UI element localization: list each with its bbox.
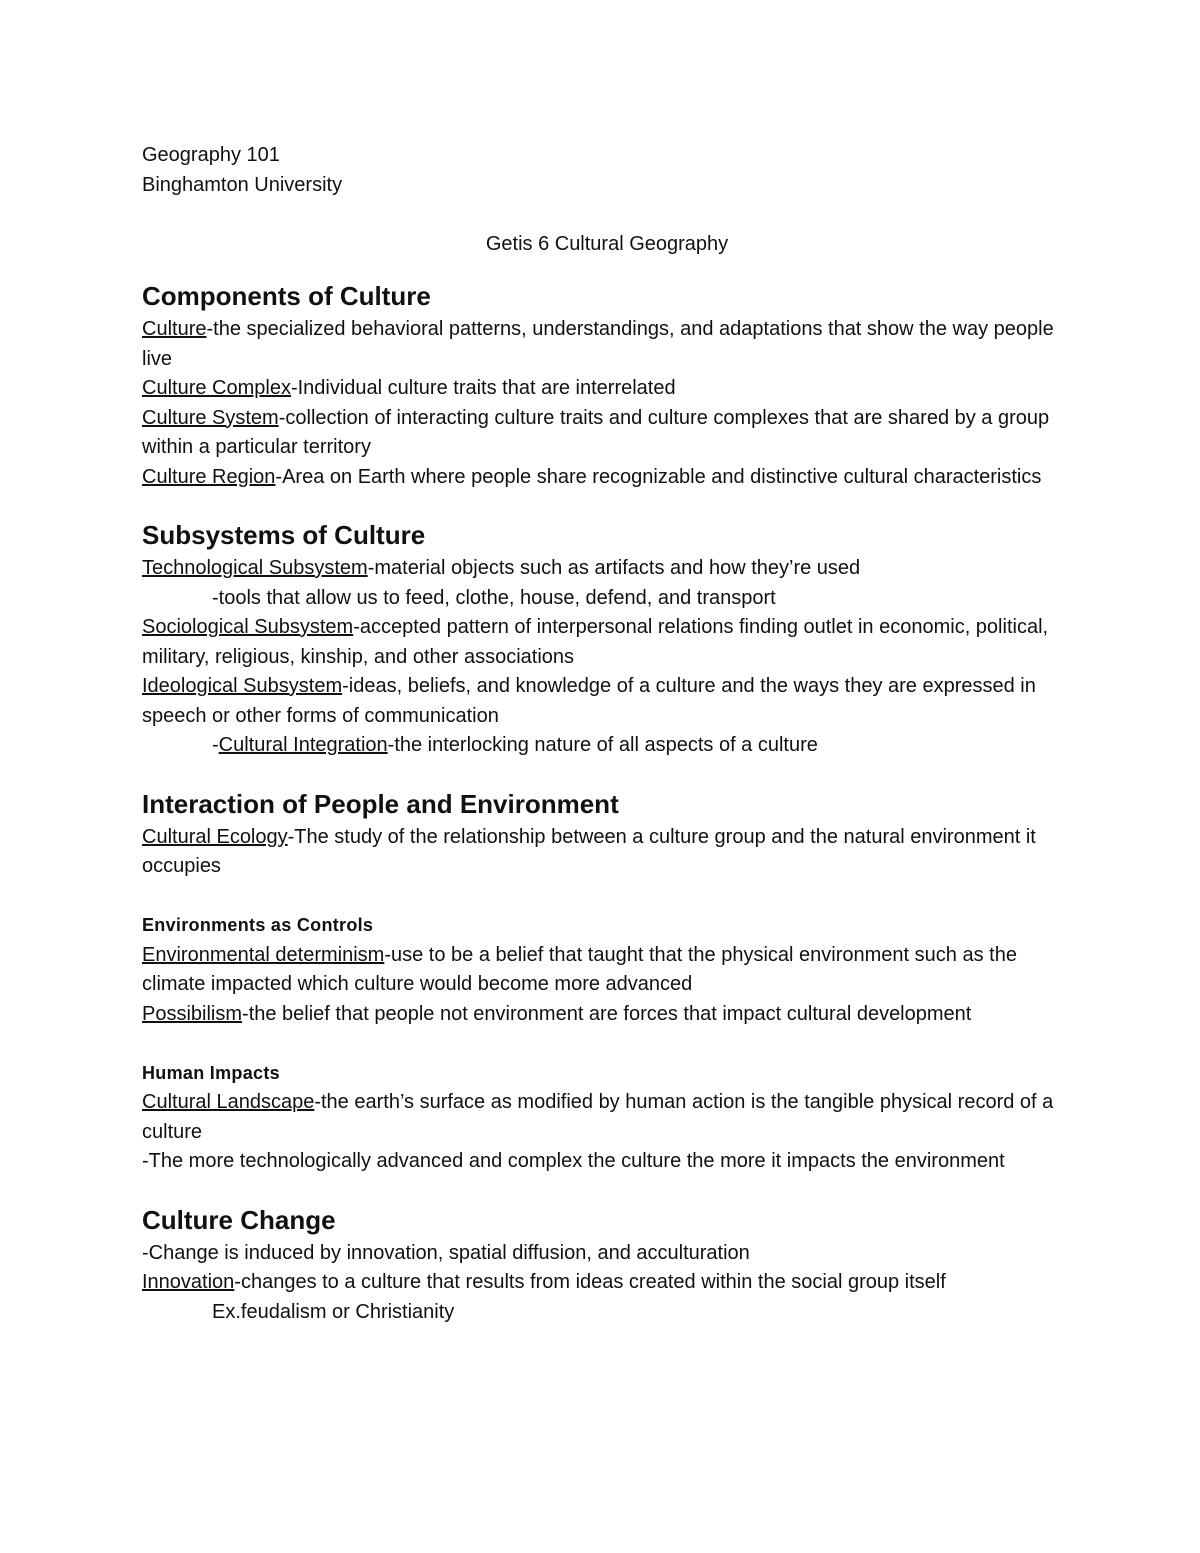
definition-text: -the earth’s surface as modified by human action is the tangible physical record of a culture — [142, 1091, 1054, 1143]
term-culture-system: Culture System — [142, 406, 279, 429]
definition-text: -the interlocking nature of all aspects of a culture — [387, 734, 818, 756]
definition-text: -changes to a culture that results from ideas created within the social group itself — [234, 1271, 946, 1293]
document-title: Getis 6 Cultural Geography — [485, 232, 729, 255]
definition-text: -material objects such as artifacts and how they’re used — [367, 557, 861, 579]
course-name: Geography 101 — [142, 144, 280, 166]
definition-culture-complex — [142, 374, 1072, 404]
term-environmental-determinism: Environmental determinism — [142, 943, 385, 966]
definition-cultural-integration — [142, 731, 1072, 761]
definition-culture-system — [142, 404, 1072, 463]
definition-text: -the belief that people not environment are forces that impact cultural development — [242, 1002, 972, 1025]
term-technological-subsystem: Technological Subsystem — [142, 557, 368, 579]
innovation-example: Ex.feudalism or Christianity — [212, 1300, 455, 1323]
section-heading-subsystems: Subsystems of Culture — [142, 520, 426, 550]
term-culture-region: Culture Region — [142, 465, 276, 488]
term-sociological-subsystem: Sociological Subsystem — [142, 616, 354, 638]
definition-text: -accepted pattern of interpersonal relations finding outlet in economic, political, military, religious, kinship, and other associations — [142, 616, 1049, 668]
section-heading-interaction: Interaction of People and Environment — [142, 788, 619, 819]
definition-text: -use to be a belief that taught that the physical environment such as the climate impacted which culture would become more advanced — [142, 943, 1017, 995]
definition-text: -The study of the relationship between a culture group and the natural environment it occupies — [142, 825, 1036, 877]
term-cultural-landscape: Cultural Landscape — [142, 1091, 315, 1113]
definition-cultural-landscape — [142, 1088, 1072, 1147]
subheading-human-impacts: Human Impacts — [142, 1062, 280, 1083]
definition-text: -Area on Earth where people share recognizable and distinctive cultural characteristics — [275, 465, 1042, 488]
section-heading-culture-change: Culture Change — [142, 1204, 336, 1235]
subheading-environments-as-controls: Environments as Controls — [142, 915, 374, 935]
definition-possibilism — [142, 1000, 1072, 1030]
tech-subsystem-note: -tools that allow us to feed, clothe, house, defend, and transport — [212, 586, 776, 609]
definition-text: -ideas, beliefs, and knowledge of a culture and the ways they are expressed in speech or other forms of communication — [142, 675, 1036, 727]
impact-note: -The more technologically advanced and complex the culture the more it impacts the environment — [142, 1150, 1005, 1172]
definition-cultural-ecology — [142, 823, 1072, 882]
definition-innovation — [142, 1268, 1072, 1298]
definition-technological-subsystem — [142, 554, 1072, 584]
definition-culture-region — [142, 463, 1072, 493]
definition-environmental-determinism — [142, 941, 1072, 1000]
term-culture-complex: Culture Complex — [142, 377, 291, 399]
section-heading-components: Components of Culture — [142, 281, 431, 311]
definition-culture — [142, 315, 1072, 374]
definition-text: -the specialized behavioral patterns, understandings, and adaptations that show the way people live — [142, 318, 1054, 370]
university-name: Binghamton University — [142, 173, 343, 196]
term-cultural-integration: Cultural Integration — [218, 734, 388, 756]
term-culture: Culture — [142, 318, 207, 340]
document-page — [142, 141, 1072, 1327]
term-cultural-ecology: Cultural Ecology — [142, 825, 288, 848]
culture-change-intro: -Change is induced by innovation, spatial diffusion, and acculturation — [142, 1241, 750, 1264]
definition-ideological-subsystem — [142, 672, 1072, 731]
definition-text: -Individual culture traits that are interrelated — [290, 377, 676, 399]
term-ideological-subsystem: Ideological Subsystem — [142, 675, 343, 697]
definition-text: -collection of interacting culture traits and culture complexes that are shared by a group within a particular territory — [142, 406, 1050, 458]
term-possibilism: Possibilism — [142, 1002, 243, 1025]
term-innovation: Innovation — [142, 1271, 235, 1293]
dash-prefix: - — [212, 734, 219, 756]
definition-sociological-subsystem — [142, 613, 1072, 672]
